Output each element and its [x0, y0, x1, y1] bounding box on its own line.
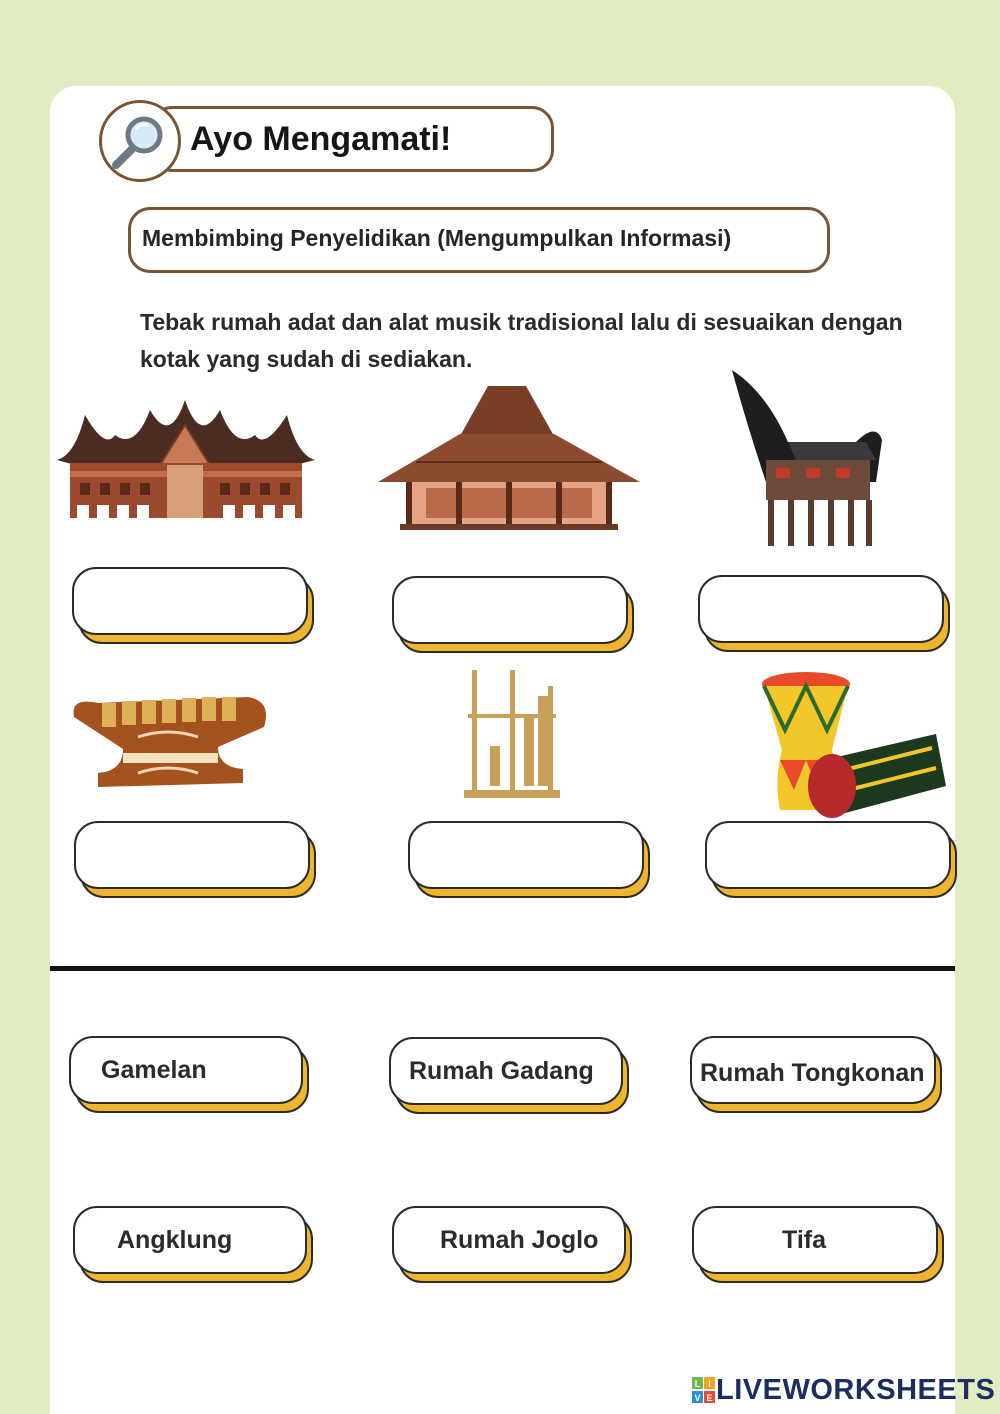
word-bank-label: Gamelan [101, 1055, 207, 1084]
word-bank-label: Tifa [782, 1225, 826, 1254]
answer-box-1[interactable] [72, 567, 308, 635]
word-bank-label: Rumah Gadang [409, 1056, 594, 1085]
page-title: Ayo Mengamati! [190, 120, 452, 158]
tifa-image [760, 670, 950, 820]
logo-mark-letter: E [706, 1393, 713, 1403]
word-bank-item-gamelan[interactable] [69, 1036, 303, 1104]
word-bank-item-rumah-tongkonan[interactable] [690, 1036, 936, 1104]
rumah-joglo-image [376, 384, 642, 532]
word-bank-label: Angklung [117, 1225, 233, 1254]
word-bank-item-rumah-joglo[interactable] [392, 1206, 626, 1274]
logo-mark-letter: L [694, 1379, 701, 1389]
word-bank-item-rumah-gadang[interactable] [389, 1037, 623, 1105]
answer-box-field[interactable] [72, 567, 308, 635]
answer-box-field[interactable] [705, 821, 951, 889]
answer-box-4[interactable] [74, 821, 310, 889]
answer-box-field[interactable] [392, 576, 628, 644]
word-bank-item-angklung[interactable] [73, 1206, 307, 1274]
logo-mark-letter: V [694, 1393, 701, 1403]
liveworksheets-logo [692, 1373, 995, 1407]
angklung-image [464, 666, 560, 806]
instruction-text: Tebak rumah adat dan alat musik tradisional lalu di sesuaikan dengan kotak yang sudah di sediakan. [140, 309, 903, 372]
logo-mark-letter: I [708, 1379, 711, 1389]
word-bank-label: Rumah Tongkonan [700, 1058, 925, 1087]
answer-box-2[interactable] [392, 576, 628, 644]
word-bank-label: Rumah Joglo [440, 1225, 599, 1254]
rumah-tongkonan-image [726, 362, 886, 552]
liveworksheets-logo-mark [692, 1375, 716, 1405]
answer-box-6[interactable] [705, 821, 951, 889]
rumah-gadang-image [55, 395, 317, 523]
liveworksheets-logo-text: LIVEWORKSHEETS [716, 1373, 996, 1406]
answer-box-field[interactable] [698, 575, 944, 643]
section-divider [50, 966, 955, 971]
word-bank-item-tifa[interactable] [692, 1206, 938, 1274]
magnifying-glass-icon [102, 103, 178, 179]
subtitle: Membimbing Penyelidikan (Mengumpulkan Informasi) [142, 225, 732, 251]
gamelan-image [68, 687, 272, 791]
answer-box-5[interactable] [408, 821, 644, 889]
answer-box-3[interactable] [698, 575, 944, 643]
answer-box-field[interactable] [74, 821, 310, 889]
answer-box-field[interactable] [408, 821, 644, 889]
magnifier-badge [99, 100, 181, 182]
